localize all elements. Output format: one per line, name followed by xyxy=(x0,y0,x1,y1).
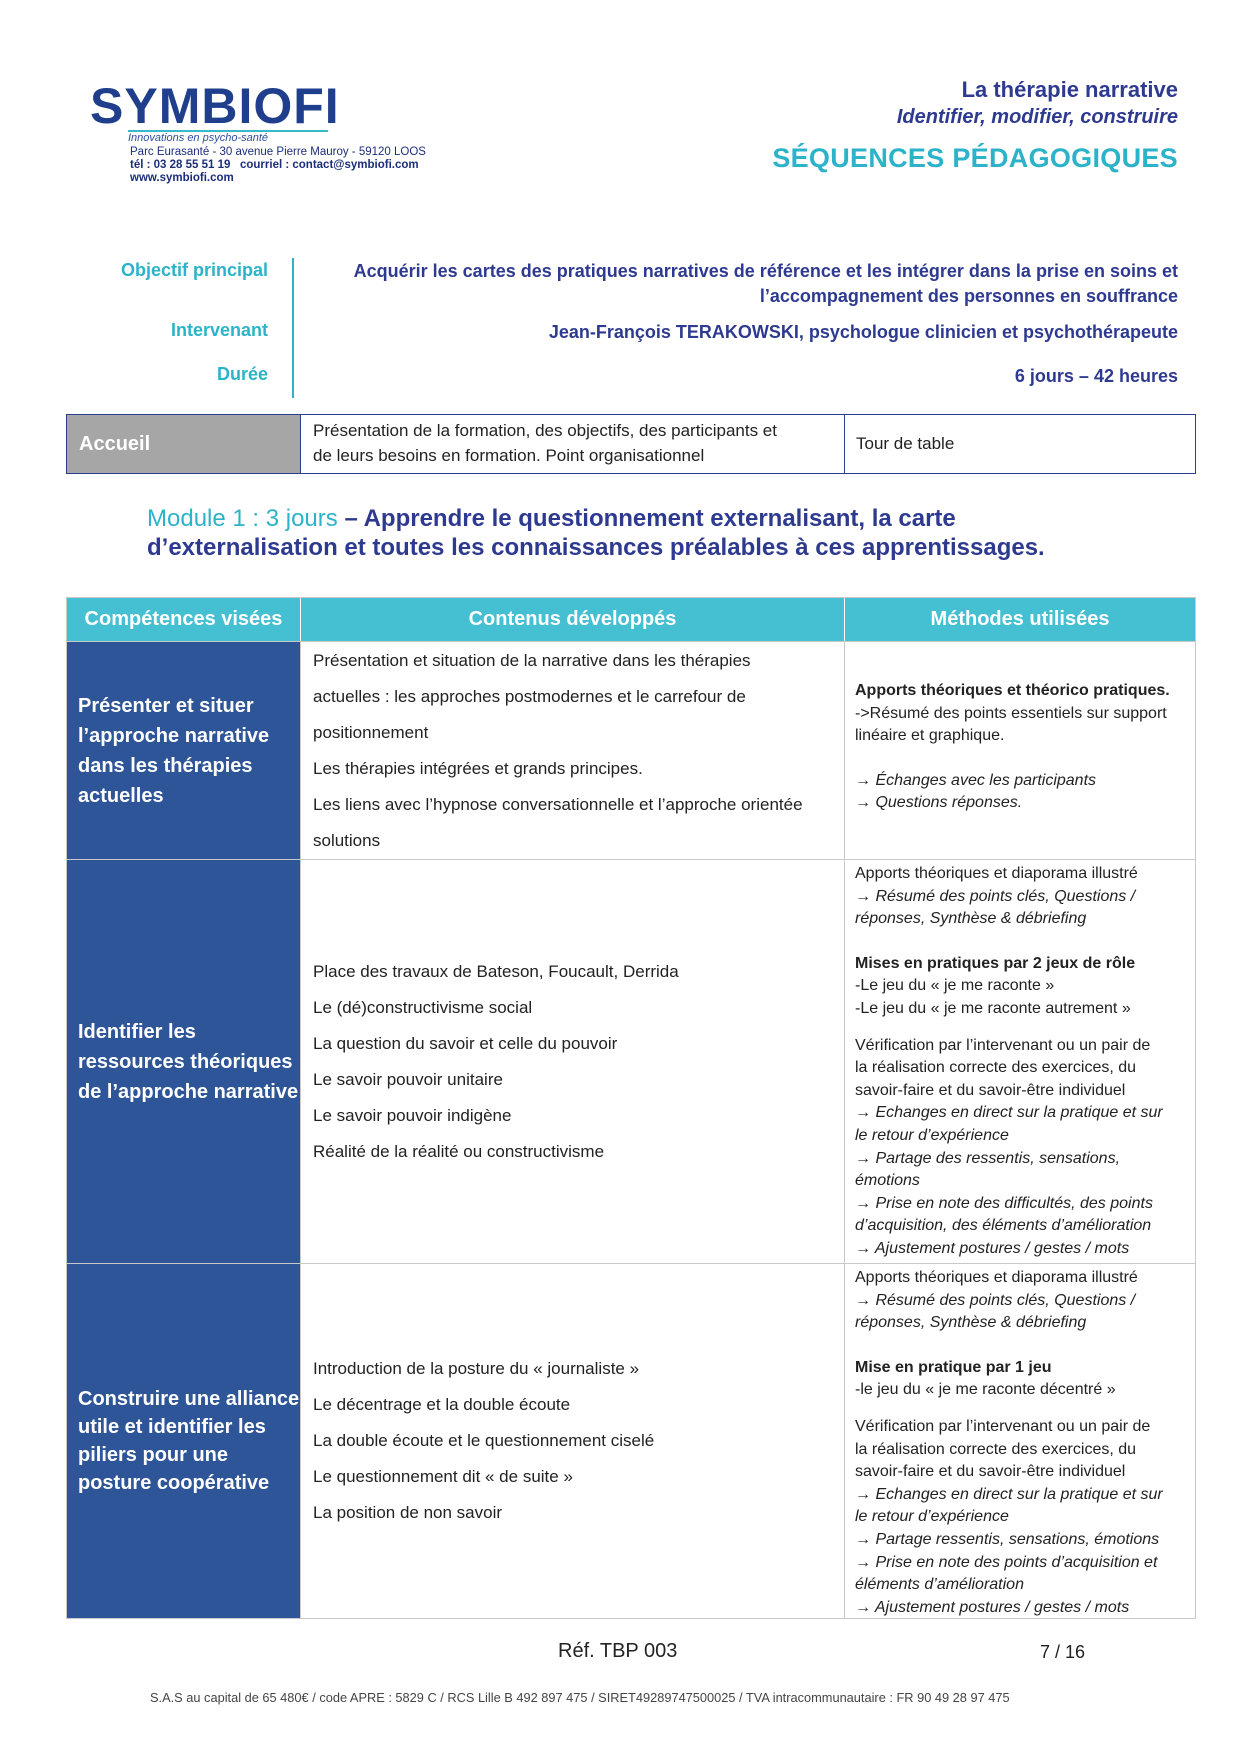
method-line: éléments d’amélioration xyxy=(855,1576,1024,1594)
content-line: Le savoir pouvoir unitaire xyxy=(313,1069,503,1089)
methods-cell xyxy=(845,860,1195,1263)
table-row xyxy=(67,860,1195,1264)
method-line: → Résumé des points clés, Questions / xyxy=(855,1291,1136,1309)
method-line: réponses, Synthèse & débriefing xyxy=(855,1314,1087,1332)
reference-code: Réf. TBP 003 xyxy=(558,1640,678,1662)
phone-text: tél : 03 28 55 51 19 xyxy=(130,159,231,171)
header-contenus: Contenus développés xyxy=(301,598,845,641)
method-line: → Résumé des points clés, Questions / xyxy=(855,887,1136,905)
logo-wordmark: SYMBIOFI xyxy=(90,78,340,134)
objectif-label: Objectif principal xyxy=(120,260,268,280)
module-title-part1: – Apprendre le questionnement externalisant, la carte xyxy=(337,505,956,532)
content-line: La double écoute et le questionnement ciselé xyxy=(313,1431,655,1450)
contents-cell xyxy=(301,642,845,859)
method-line: d’acquisition, des éléments d’amélioration xyxy=(855,1217,1152,1235)
accueil-content xyxy=(301,415,845,473)
method-heading: Apports théoriques et théorico pratiques. xyxy=(855,682,1170,699)
accueil-content-line: de leurs besoins en formation. Point organisationnel xyxy=(313,446,705,465)
logo-tagline: Innovations en psycho-santé xyxy=(128,130,328,144)
method-line: savoir-faire et du savoir-être individuel xyxy=(855,1081,1126,1099)
accueil-label: Accueil xyxy=(67,415,301,473)
table-row xyxy=(67,642,1195,860)
method-line: la réalisation correcte des exercices, du xyxy=(855,1440,1137,1458)
method-line: → Echanges en direct sur la pratique et sur xyxy=(855,1104,1163,1122)
content-line: Le décentrage et la double écoute xyxy=(313,1395,571,1414)
duree-label: Durée xyxy=(216,364,268,384)
method-line: émotions xyxy=(855,1172,920,1190)
objectif-line-2: l’accompagnement des personnes en souffrance xyxy=(759,286,1178,306)
section-heading: SÉQUENCES PÉDAGOGIQUES xyxy=(772,143,1178,173)
methods-cell xyxy=(845,1264,1195,1618)
contents-cell xyxy=(301,1264,845,1618)
intervenant-label: Intervenant xyxy=(170,320,268,340)
module-heading xyxy=(147,504,1137,562)
method-heading: Mises en pratiques par 2 jeux de rôle xyxy=(855,954,1136,972)
accueil-method: Tour de table xyxy=(856,434,955,453)
accueil-content-line: Présentation de la formation, des objectifs, des participants et xyxy=(313,421,777,440)
module-title-part2: d’externalisation et toutes les connaissances préalables à ces apprentissages. xyxy=(147,534,1045,561)
header-competences: Compétences visées xyxy=(67,598,301,641)
competence-cell: Construire une alliance utile et identifier les piliers pour une posture coopérative xyxy=(67,1264,301,1618)
module-prefix: Module 1 : 3 jours xyxy=(147,505,338,532)
content-line: Présentation et situation de la narrative dans les thérapies xyxy=(313,650,751,670)
content-line: Le savoir pouvoir indigène xyxy=(313,1105,512,1125)
method-line: → Partage ressentis, sensations, émotions xyxy=(855,1530,1160,1548)
method-line: Apports théoriques et diaporama illustré xyxy=(855,865,1138,882)
method-line: → Questions réponses. xyxy=(855,794,1023,812)
content-line: Les thérapies intégrées et grands principes. xyxy=(313,758,643,778)
legal-notice: S.A.S au capital de 65 480€ / code APRE : 5829 C / RCS Lille B 492 897 475 / SIRET49289747500025 / TVA intracommunautaire : FR 90 49 28 97 475 xyxy=(150,1690,1010,1705)
contents-cell xyxy=(301,860,845,1263)
info-divider xyxy=(292,258,294,398)
content-line: actuelles : les approches postmodernes et le carrefour de xyxy=(313,686,746,706)
method-line: → Ajustement postures / gestes / mots xyxy=(855,1598,1130,1616)
intervenant-value: Jean-François TERAKOWSKI, psychologue clinicien et psychothérapeute xyxy=(548,322,1178,342)
method-line: Vérification par l’intervenant ou un pair de xyxy=(855,1417,1151,1435)
method-line: → Echanges en direct sur la pratique et sur xyxy=(855,1485,1163,1503)
method-line: → Prise en note des difficultés, des points xyxy=(855,1194,1153,1212)
objectif-value xyxy=(354,259,1178,309)
method-line: réponses, Synthèse & débriefing xyxy=(855,910,1087,928)
method-line: → Prise en note des points d’acquisition et xyxy=(855,1553,1158,1571)
method-line: le retour d’expérience xyxy=(855,1126,1009,1144)
method-line: linéaire et graphique. xyxy=(855,727,1005,745)
method-line: -Le jeu du « je me raconte » xyxy=(855,977,1055,995)
accueil-table xyxy=(66,414,1196,474)
document-subtitle: Identifier, modifier, construire xyxy=(896,106,1178,128)
content-line: Place des travaux de Bateson, Foucault, Derrida xyxy=(313,961,679,981)
table-row xyxy=(67,1264,1195,1618)
method-line: → Échanges avec les participants xyxy=(855,771,1097,789)
method-line: -Le jeu du « je me raconte autrement » xyxy=(855,999,1131,1017)
content-line: Le (dé)constructivisme social xyxy=(313,997,533,1017)
content-line: Introduction de la posture du « journaliste » xyxy=(313,1359,640,1378)
method-line: le retour d’expérience xyxy=(855,1508,1009,1526)
method-line: → Partage des ressentis, sensations, xyxy=(855,1149,1121,1167)
content-line: positionnement xyxy=(313,722,429,742)
email-text: courriel : contact@symbiofi.com xyxy=(239,159,419,171)
header-methodes: Méthodes utilisées xyxy=(930,608,1110,630)
method-line: Apports théoriques et diaporama illustré xyxy=(855,1269,1138,1286)
content-line: Le questionnement dit « de suite » xyxy=(313,1467,573,1486)
duree-value: 6 jours – 42 heures xyxy=(1014,366,1178,386)
method-line: ->Résumé des points essentiels sur support xyxy=(855,704,1167,722)
method-heading: Mise en pratique par 1 jeu xyxy=(855,1358,1052,1376)
address-line: Parc Eurasanté - 30 avenue Pierre Mauroy - 59120 LOOS xyxy=(130,146,426,158)
method-line: la réalisation correcte des exercices, du xyxy=(855,1059,1137,1077)
content-line: La position de non savoir xyxy=(313,1503,503,1522)
website-link[interactable]: www.symbiofi.com xyxy=(130,172,234,184)
content-line: solutions xyxy=(313,830,381,850)
table-header-row xyxy=(67,598,1195,642)
methods-cell xyxy=(845,642,1195,859)
method-line: savoir-faire et du savoir-être individuel xyxy=(855,1463,1126,1481)
page-number: 7 / 16 xyxy=(1039,1642,1085,1662)
content-line: Réalité de la réalité ou constructivisme xyxy=(313,1141,605,1161)
method-line: -le jeu du « je me raconte décentré » xyxy=(855,1381,1116,1399)
method-line: Vérification par l’intervenant ou un pair de xyxy=(855,1036,1151,1054)
company-address xyxy=(130,146,426,185)
document-title: La thérapie narrative xyxy=(961,77,1178,102)
sequences-table xyxy=(66,597,1196,1619)
competence-cell: Présenter et situer l’approche narrative dans les thérapies actuelles xyxy=(67,642,301,859)
objectif-line-1: Acquérir les cartes des pratiques narratives de référence et les intégrer dans la prise en soins et xyxy=(353,261,1178,281)
content-line: Les liens avec l’hypnose conversationnelle et l’approche orientée xyxy=(313,794,803,814)
competence-cell: Identifier les ressources théoriques de l’approche narrative xyxy=(67,860,301,1263)
symbiofi-logo xyxy=(90,78,340,144)
content-line: La question du savoir et celle du pouvoir xyxy=(313,1033,618,1053)
method-line: → Ajustement postures / gestes / mots xyxy=(855,1239,1130,1257)
